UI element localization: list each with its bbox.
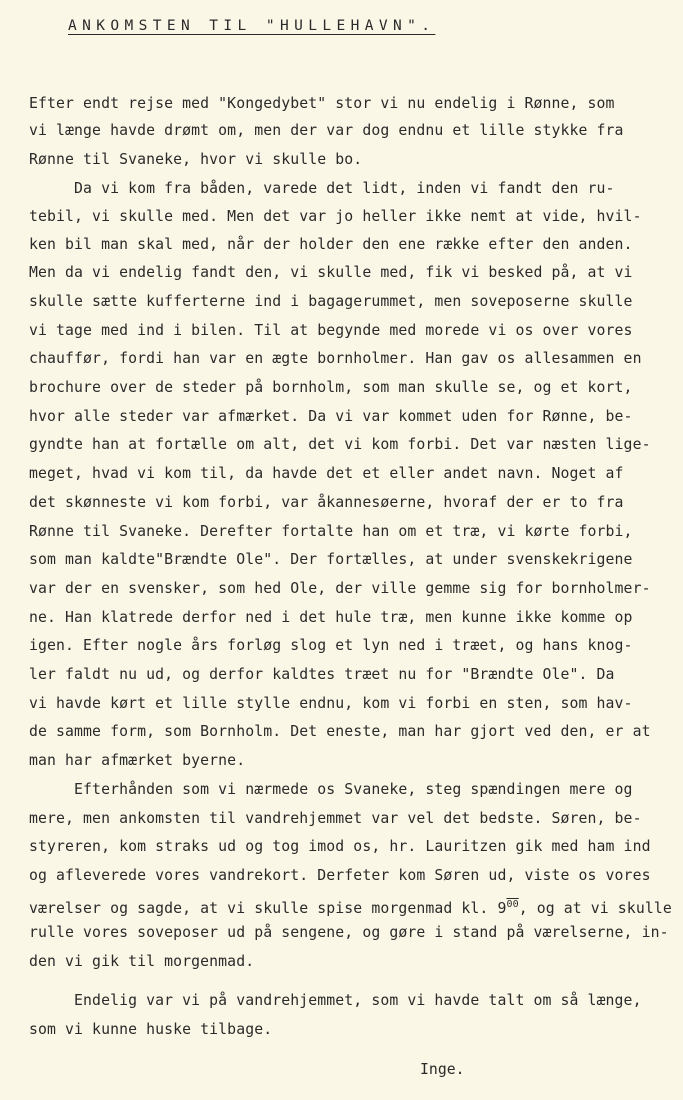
time-line-text: værelser og sagde, at vi skulle spise morgenmad kl. 9: [29, 900, 507, 917]
text-line: Efterhånden som vi nærmede os Svaneke, steg spændingen mere og: [29, 781, 633, 798]
text-line: som man kaldte"Brændte Ole". Der fortælles, at under svenskekrigene: [29, 551, 633, 568]
text-line-with-time: [29, 896, 672, 918]
signature: Inge.: [420, 1061, 465, 1078]
text-line: ne. Han klatrede derfor ned i det hule træ, men kunne ikke komme op: [29, 609, 633, 626]
time-superscript: 00: [506, 899, 519, 910]
text-line: chauffør, fordi han var en ægte bornholmer. Han gav os allesammen en: [29, 350, 642, 367]
text-line: de samme form, som Bornholm. Det eneste, man har gjort ved den, er at: [29, 723, 651, 740]
text-line: Da vi kom fra båden, varede det lidt, inden vi fandt den ru-: [29, 180, 615, 197]
text-line: vi havde kørt et lille stylle endnu, kom vi forbi en sten, som hav-: [29, 695, 633, 712]
text-line: meget, hvad vi kom til, da havde det et eller andet navn. Noget af: [29, 465, 624, 482]
text-line: Rønne til Svaneke. Derefter fortalte han om et træ, vi kørte forbi,: [29, 523, 633, 540]
text-line: tebil, vi skulle med. Men det var jo heller ikke nemt at vide, hvil-: [29, 208, 642, 225]
text-line: igen. Efter nogle års forløg slog et lyn ned i træet, og hans knog-: [29, 637, 633, 654]
time-line-suffix: , og at vi skulle: [518, 900, 672, 917]
text-line: rulle vores soveposer ud på sengene, og gøre i stand på værelserne, in-: [29, 924, 669, 941]
text-line: man har afmærket byerne.: [29, 752, 246, 769]
text-line: brochure over de steder på bornholm, som man skulle se, og et kort,: [29, 379, 633, 396]
text-line: mere, men ankomsten til vandrehjemmet var vel det bedste. Søren, be-: [29, 810, 642, 827]
text-line: ken bil man skal med, når der holder den ene række efter den anden.: [29, 236, 633, 253]
text-line: Endelig var vi på vandrehjemmet, som vi havde talt om så længe,: [29, 992, 642, 1009]
text-line: hvor alle steder var afmærket. Da vi var kommet uden for Rønne, be-: [29, 408, 633, 425]
text-line: styreren, kom straks ud og tog imod os, hr. Lauritzen gik med ham ind: [29, 838, 651, 855]
text-line: Men da vi endelig fandt den, vi skulle med, fik vi besked på, at vi: [29, 264, 633, 281]
text-line: vi tage med ind i bilen. Til at begynde med morede vi os over vores: [29, 322, 633, 339]
text-line: vi længe havde drømt om, men der var dog endnu et lille stykke fra: [29, 122, 624, 139]
text-line: den vi gik til morgenmad.: [29, 953, 255, 970]
text-line: gyndte han at fortælle om alt, det vi kom forbi. Det var næsten lige-: [29, 436, 651, 453]
text-line: og afleverede vores vandrekort. Derfeter kom Søren ud, viste os vores: [29, 867, 651, 884]
document-title: ANKOMSTEN TIL "HULLEHAVN".: [68, 18, 436, 34]
text-line: var der en svensker, som hed Ole, der ville gemme sig for bornholmer-: [29, 580, 651, 597]
text-line: som vi kunne huske tilbage.: [29, 1021, 273, 1038]
text-line: skulle sætte kufferterne ind i bagagerummet, men soveposerne skulle: [29, 293, 633, 310]
text-line: Efter endt rejse med "Kongedybet" stor vi nu endelig i Rønne, som: [29, 95, 615, 112]
text-line: ler faldt nu ud, og derfor kaldtes træet nu for "Brændte Ole". Da: [29, 666, 615, 683]
text-line: Rønne til Svaneke, hvor vi skulle bo.: [29, 151, 363, 168]
text-line: det skønneste vi kom forbi, var åkannesøerne, hvoraf der er to fra: [29, 494, 624, 511]
